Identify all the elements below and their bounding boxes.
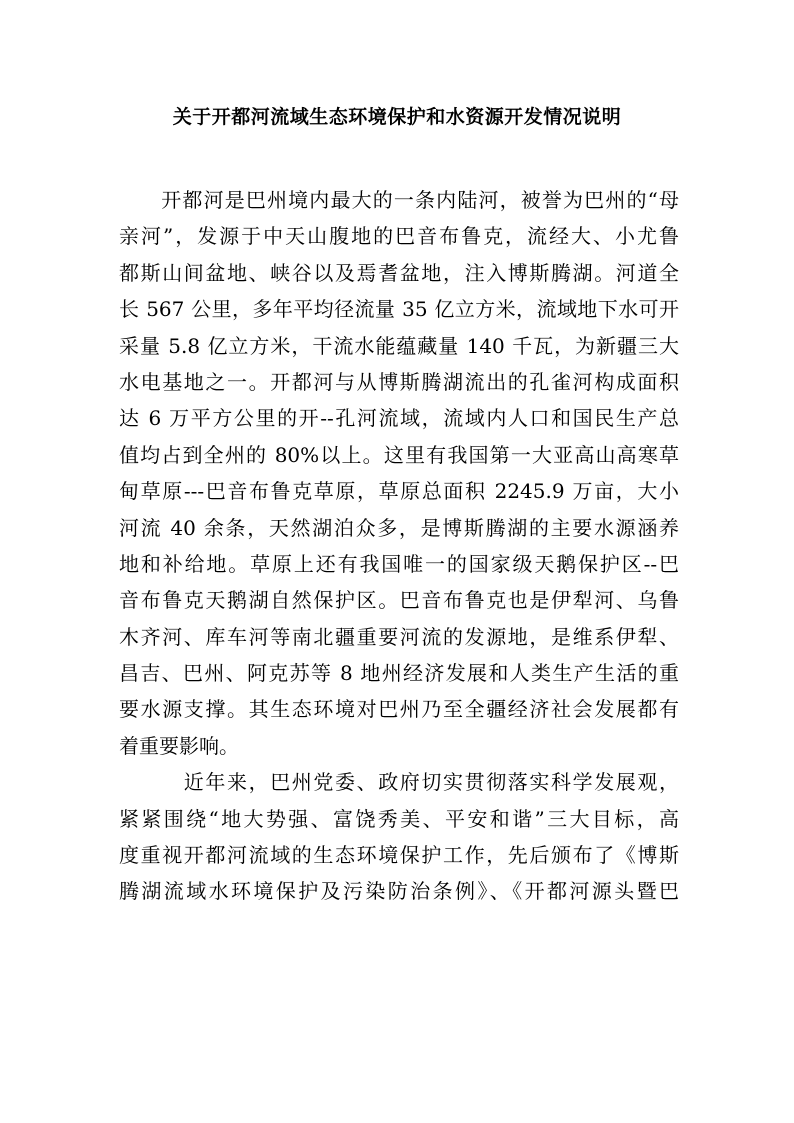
body-line: 地和补给地。草原上还有我国唯一的国家级天鹅保护区--巴 — [119, 551, 679, 576]
body-line: 甸草原---巴音布鲁克草原，草原总面积 2245.9 万亩，大小 — [119, 479, 679, 504]
body-line: 近年来，巴州党委、政府切实贯彻落实科学发展观， — [119, 770, 679, 795]
body-line: 音布鲁克天鹅湖自然保护区。巴音布鲁克也是伊犁河、乌鲁 — [119, 588, 679, 613]
document-body — [119, 182, 679, 910]
body-line: 着重要影响。 — [119, 733, 239, 758]
body-line: 腾湖流域水环境保护及污染防治条例》、《开都河源头暨巴 — [119, 879, 679, 904]
body-line: 长 567 公里，多年平均径流量 35 亿立方米，流域地下水可开 — [119, 297, 679, 322]
body-line: 采量 5.8 亿立方米，干流水能蕴藏量 140 千瓦，为新疆三大 — [119, 333, 679, 358]
body-line: 要水源支撑。其生态环境对巴州乃至全疆经济社会发展都有 — [119, 697, 679, 722]
body-line: 亲河”，发源于中天山腹地的巴音布鲁克，流经大、小尤鲁 — [119, 224, 679, 249]
body-line: 开都河是巴州境内最大的一条内陆河，被誉为巴州的“母 — [119, 188, 679, 212]
body-line: 水电基地之一。开都河与从博斯腾湖流出的孔雀河构成面积 — [119, 369, 679, 394]
body-line: 昌吉、巴州、阿克苏等 8 地州经济发展和人类生产生活的重 — [119, 661, 679, 686]
body-line: 值均占到全州的 80%以上。这里有我国第一大亚高山高寒草 — [119, 442, 679, 467]
body-line: 河流 40 余条，天然湖泊众多，是博斯腾湖的主要水源涵养 — [119, 515, 679, 540]
body-line: 木齐河、库车河等南北疆重要河流的发源地，是维系伊犁、 — [119, 624, 679, 649]
body-line: 度重视开都河流域的生态环境保护工作，先后颁布了《博斯 — [119, 843, 679, 868]
body-line: 都斯山间盆地、峡谷以及焉耆盆地，注入博斯腾湖。河道全 — [119, 260, 679, 285]
body-line: 达 6 万平方公里的开--孔河流域，流域内人口和国民生产总 — [119, 406, 679, 431]
body-line: 紧紧围绕“地大势强、富饶秀美、平安和谐”三大目标，高 — [119, 806, 679, 831]
document-title: 关于开都河流域生态环境保护和水资源开发情况说明 — [172, 106, 622, 128]
